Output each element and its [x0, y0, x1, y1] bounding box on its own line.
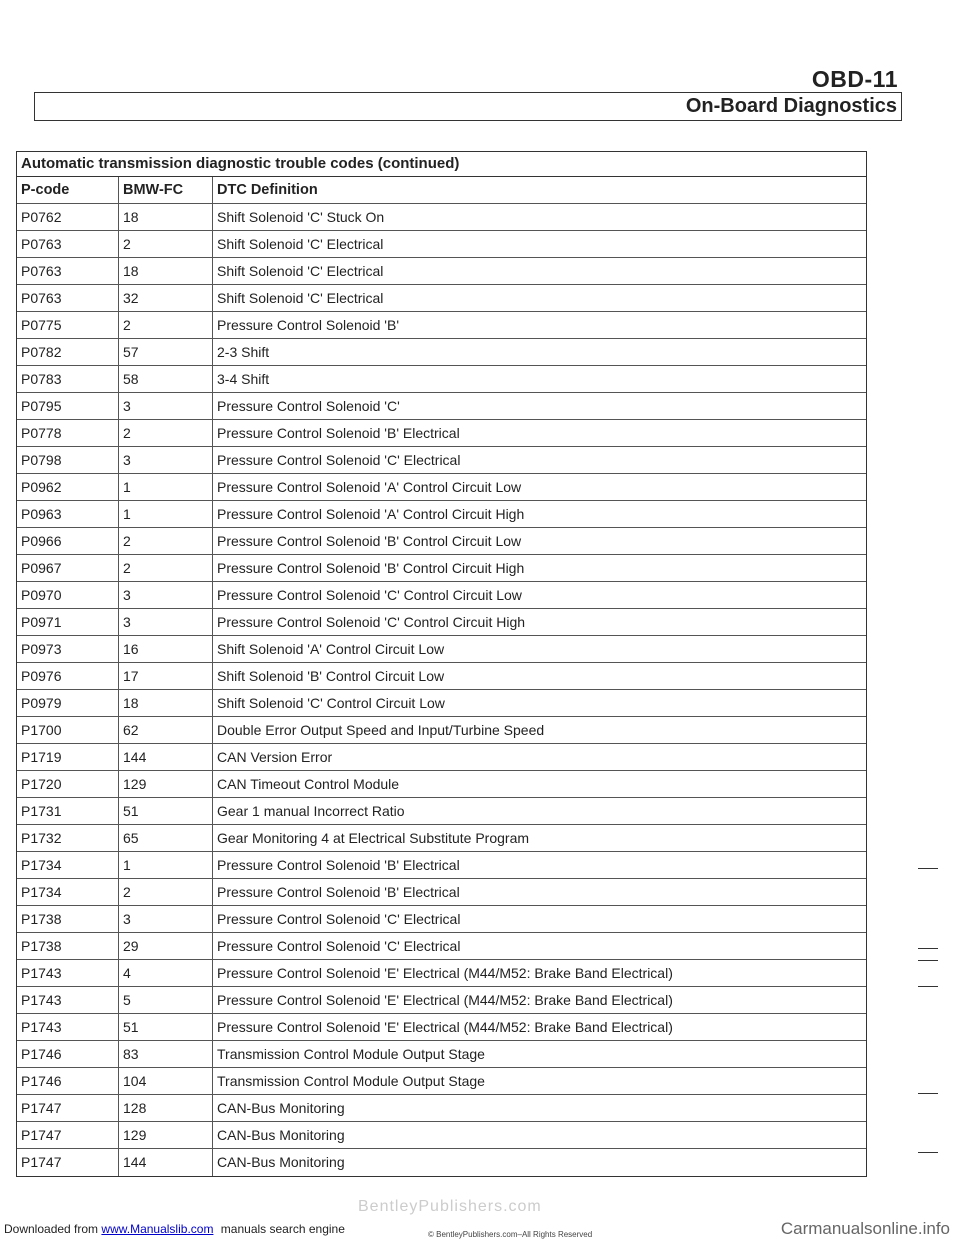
cell-bmw-fc: 4 [119, 960, 213, 986]
cell-pcode: P1747 [17, 1122, 119, 1148]
table-row [17, 528, 866, 555]
cell-pcode: P1743 [17, 960, 119, 986]
cell-dtc-definition: CAN Timeout Control Module [217, 776, 400, 792]
cell-pcode: P1738 [17, 933, 119, 959]
cell-pcode: P1743 [17, 987, 119, 1013]
cell-pcode: P1747 [17, 1095, 119, 1121]
table-row [17, 1149, 866, 1176]
cell-dtc-definition: Transmission Control Module Output Stage [217, 1073, 485, 1089]
cell-pcode: P1738 [17, 906, 119, 932]
cell-pcode: P0963 [17, 501, 119, 527]
table-row [17, 960, 866, 987]
cell-dtc-definition: Pressure Control Solenoid 'E' Electrical (M44/M52: Brake Band Electrical) [217, 1019, 673, 1035]
cell-dtc-definition: Shift Solenoid 'B' Control Circuit Low [217, 668, 445, 684]
cell-pcode: P0795 [17, 393, 119, 419]
table-row [17, 339, 866, 366]
cell-bmw-fc: 65 [119, 825, 213, 851]
column-header-dtc-definition: DTC Definition [217, 182, 318, 198]
cell-dtc-definition: CAN-Bus Monitoring [217, 1154, 345, 1170]
cell-pcode: P0783 [17, 366, 119, 392]
cell-bmw-fc: 2 [119, 528, 213, 554]
cell-bmw-fc: 51 [119, 1014, 213, 1040]
cell-dtc-definition: CAN Version Error [217, 749, 333, 765]
cell-pcode: P0762 [17, 204, 119, 230]
cell-bmw-fc: 3 [119, 609, 213, 635]
table-row [17, 879, 866, 906]
cell-pcode: P1743 [17, 1014, 119, 1040]
cell-bmw-fc: 1 [119, 474, 213, 500]
table-header-row [17, 177, 866, 204]
cell-dtc-definition: Transmission Control Module Output Stage [217, 1046, 485, 1062]
cell-dtc-definition: Shift Solenoid 'A' Control Circuit Low [217, 641, 445, 657]
margin-mark [918, 948, 938, 949]
table-row [17, 987, 866, 1014]
table-row [17, 501, 866, 528]
table-row [17, 744, 866, 771]
table-row [17, 717, 866, 744]
cell-pcode: P0971 [17, 609, 119, 635]
table-title: Automatic transmission diagnostic trouble codes (continued) [17, 152, 866, 177]
table-row [17, 636, 866, 663]
cell-pcode: P0979 [17, 690, 119, 716]
margin-mark [918, 960, 938, 961]
table-row [17, 1068, 866, 1095]
cell-pcode: P1732 [17, 825, 119, 851]
table-row [17, 771, 866, 798]
cell-pcode: P1731 [17, 798, 119, 824]
cell-dtc-definition: Pressure Control Solenoid 'C' Electrical [217, 911, 461, 927]
cell-bmw-fc: 32 [119, 285, 213, 311]
cell-dtc-definition: 2-3 Shift [217, 344, 270, 360]
cell-dtc-definition: Pressure Control Solenoid 'C' Electrical [217, 452, 461, 468]
cell-bmw-fc: 62 [119, 717, 213, 743]
cell-dtc-definition: Pressure Control Solenoid 'B' Control Circuit Low [217, 533, 522, 549]
cell-bmw-fc: 2 [119, 231, 213, 257]
cell-bmw-fc: 29 [119, 933, 213, 959]
table-row [17, 906, 866, 933]
table-row [17, 312, 866, 339]
cell-bmw-fc: 16 [119, 636, 213, 662]
publisher-watermark: BentleyPublishers.com [358, 1198, 542, 1215]
cell-bmw-fc: 1 [119, 852, 213, 878]
table-row [17, 285, 866, 312]
cell-bmw-fc: 128 [119, 1095, 213, 1121]
manualslib-link[interactable]: www.Manualslib.com [101, 1222, 214, 1236]
cell-bmw-fc: 129 [119, 1122, 213, 1148]
cell-dtc-definition: 3-4 Shift [217, 371, 270, 387]
table-body [17, 204, 866, 1176]
cell-dtc-definition: Pressure Control Solenoid 'B' Electrical [217, 884, 460, 900]
cell-bmw-fc: 3 [119, 906, 213, 932]
site-watermark: Carmanualsonline.info [780, 1219, 950, 1238]
cell-dtc-definition: CAN-Bus Monitoring [217, 1127, 345, 1143]
cell-dtc-definition: Shift Solenoid 'C' Electrical [217, 263, 384, 279]
table-row [17, 1095, 866, 1122]
cell-bmw-fc: 3 [119, 582, 213, 608]
cell-bmw-fc: 144 [119, 744, 213, 770]
cell-pcode: P0775 [17, 312, 119, 338]
table-row [17, 393, 866, 420]
table-row [17, 1014, 866, 1041]
cell-dtc-definition: Pressure Control Solenoid 'B' Electrical [217, 425, 460, 441]
section-title: On-Board Diagnostics [685, 95, 897, 117]
margin-mark [918, 986, 938, 987]
cell-dtc-definition: Pressure Control Solenoid 'A' Control Circuit High [217, 506, 525, 522]
cell-dtc-definition: Double Error Output Speed and Input/Turbine Speed [217, 722, 545, 738]
table-row [17, 420, 866, 447]
cell-bmw-fc: 144 [119, 1149, 213, 1176]
cell-bmw-fc: 18 [119, 204, 213, 230]
cell-dtc-definition: Pressure Control Solenoid 'B' Electrical [217, 857, 460, 873]
cell-dtc-definition: Pressure Control Solenoid 'B' [217, 317, 399, 333]
cell-bmw-fc: 1 [119, 501, 213, 527]
table-row [17, 609, 866, 636]
cell-pcode: P0763 [17, 285, 119, 311]
table-row [17, 366, 866, 393]
cell-bmw-fc: 104 [119, 1068, 213, 1094]
cell-dtc-definition: Pressure Control Solenoid 'B' Control Circuit High [217, 560, 525, 576]
cell-pcode: P1746 [17, 1041, 119, 1067]
footer-prefix: Downloaded from [4, 1222, 99, 1236]
table-row [17, 663, 866, 690]
cell-dtc-definition: Shift Solenoid 'C' Electrical [217, 236, 384, 252]
margin-mark [918, 1152, 938, 1153]
cell-pcode: P0798 [17, 447, 119, 473]
cell-pcode: P0973 [17, 636, 119, 662]
cell-dtc-definition: Shift Solenoid 'C' Electrical [217, 290, 384, 306]
cell-bmw-fc: 3 [119, 447, 213, 473]
cell-dtc-definition: Gear 1 manual Incorrect Ratio [217, 803, 405, 819]
cell-bmw-fc: 5 [119, 987, 213, 1013]
cell-dtc-definition: Pressure Control Solenoid 'E' Electrical (M44/M52: Brake Band Electrical) [217, 965, 673, 981]
cell-pcode: P1734 [17, 852, 119, 878]
cell-dtc-definition: Pressure Control Solenoid 'C' [217, 398, 400, 414]
cell-dtc-definition: Shift Solenoid 'C' Stuck On [217, 209, 385, 225]
cell-dtc-definition: CAN-Bus Monitoring [217, 1100, 345, 1116]
page-number: OBD-11 [811, 66, 898, 92]
table-row [17, 1041, 866, 1068]
column-header-bmw-fc: BMW-FC [119, 177, 213, 203]
cell-pcode: P0967 [17, 555, 119, 581]
table-row [17, 582, 866, 609]
cell-pcode: P1720 [17, 771, 119, 797]
cell-bmw-fc: 58 [119, 366, 213, 392]
cell-bmw-fc: 83 [119, 1041, 213, 1067]
table-row [17, 1122, 866, 1149]
cell-dtc-definition: Gear Monitoring 4 at Electrical Substitute Program [217, 830, 530, 846]
cell-bmw-fc: 2 [119, 420, 213, 446]
cell-pcode: P1747 [17, 1149, 119, 1176]
cell-pcode: P1719 [17, 744, 119, 770]
cell-pcode: P0782 [17, 339, 119, 365]
cell-dtc-definition: Pressure Control Solenoid 'C' Control Circuit High [217, 614, 526, 630]
cell-pcode: P0966 [17, 528, 119, 554]
table-row [17, 690, 866, 717]
download-footer [4, 1222, 345, 1236]
cell-dtc-definition: Pressure Control Solenoid 'C' Electrical [217, 938, 461, 954]
table-row [17, 447, 866, 474]
cell-bmw-fc: 2 [119, 555, 213, 581]
cell-pcode: P1746 [17, 1068, 119, 1094]
cell-bmw-fc: 57 [119, 339, 213, 365]
cell-pcode: P0962 [17, 474, 119, 500]
cell-dtc-definition: Shift Solenoid 'C' Control Circuit Low [217, 695, 445, 711]
cell-dtc-definition: Pressure Control Solenoid 'E' Electrical (M44/M52: Brake Band Electrical) [217, 992, 673, 1008]
cell-pcode: P1734 [17, 879, 119, 905]
cell-bmw-fc: 51 [119, 798, 213, 824]
margin-mark [918, 868, 938, 869]
cell-pcode: P0763 [17, 231, 119, 257]
cell-bmw-fc: 18 [119, 690, 213, 716]
dtc-table [16, 151, 867, 1177]
margin-mark [918, 1093, 938, 1094]
table-row [17, 204, 866, 231]
cell-pcode: P0970 [17, 582, 119, 608]
table-row [17, 231, 866, 258]
cell-bmw-fc: 129 [119, 771, 213, 797]
cell-dtc-definition: Pressure Control Solenoid 'C' Control Circuit Low [217, 587, 522, 603]
cell-pcode: P1700 [17, 717, 119, 743]
table-row [17, 258, 866, 285]
table-row [17, 852, 866, 879]
table-row [17, 933, 866, 960]
cell-bmw-fc: 2 [119, 879, 213, 905]
cell-pcode: P0778 [17, 420, 119, 446]
footer-suffix: manuals search engine [220, 1222, 345, 1236]
cell-dtc-definition: Pressure Control Solenoid 'A' Control Circuit Low [217, 479, 522, 495]
cell-bmw-fc: 18 [119, 258, 213, 284]
cell-pcode: P0976 [17, 663, 119, 689]
table-row [17, 825, 866, 852]
cell-bmw-fc: 3 [119, 393, 213, 419]
cell-bmw-fc: 2 [119, 312, 213, 338]
table-row [17, 555, 866, 582]
table-row [17, 798, 866, 825]
copyright-notice: © BentleyPublishers.com–All Rights Reserved [428, 1230, 593, 1239]
cell-bmw-fc: 17 [119, 663, 213, 689]
cell-pcode: P0763 [17, 258, 119, 284]
table-row [17, 474, 866, 501]
section-header-bar [34, 92, 902, 121]
column-header-pcode: P-code [17, 177, 119, 203]
